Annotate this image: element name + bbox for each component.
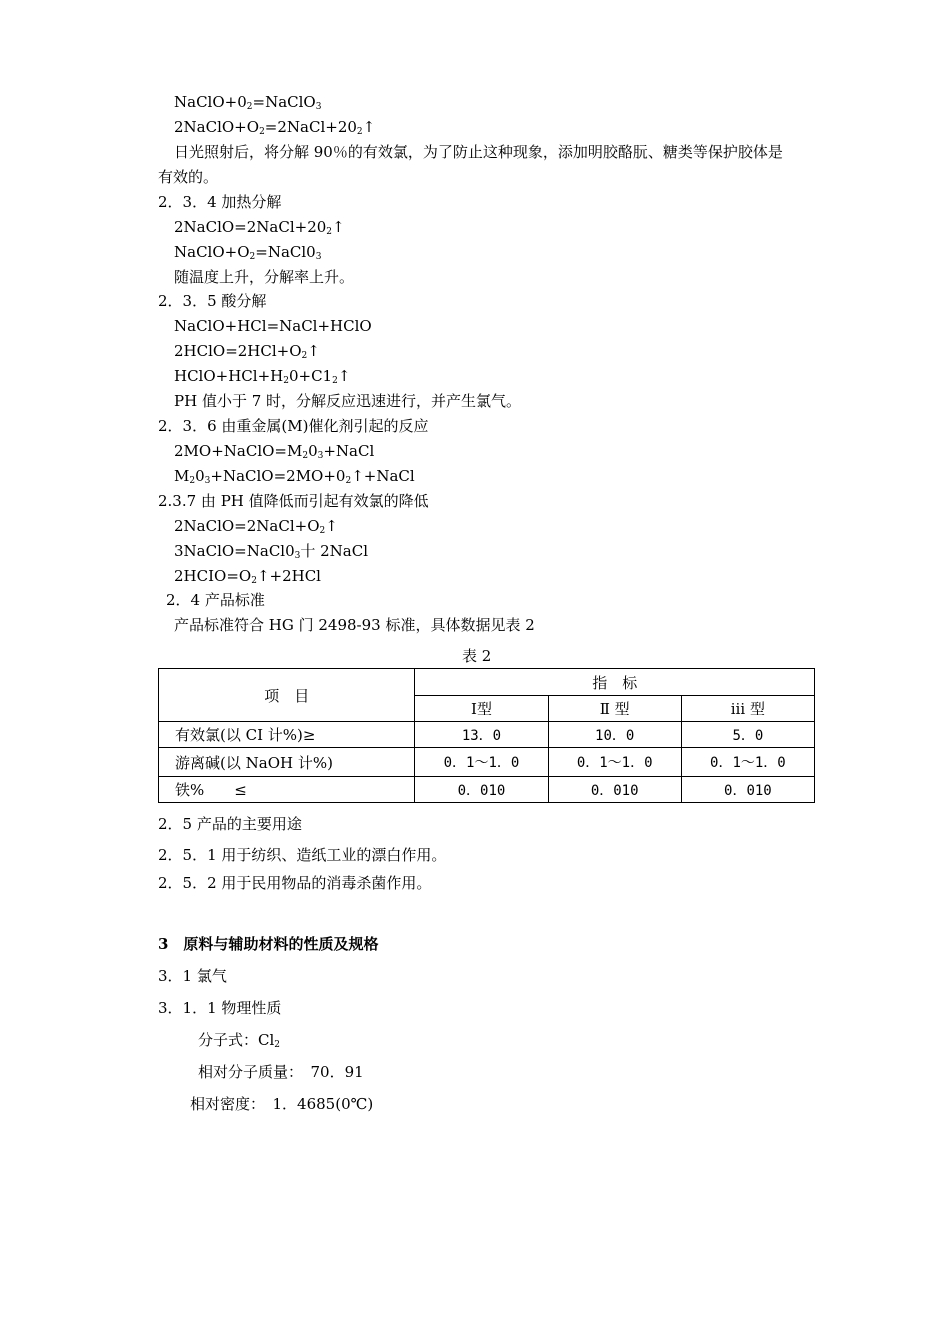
equation-10: $2NaClO=2NaCl+O_2↑$ — [174, 517, 338, 536]
paragraph-sunlight: 日光照射后，将分解 90％的有效氯，为了防止这种现象，添加明胶酪朊、糖类等保护胶体是 — [174, 143, 783, 161]
table-row — [159, 777, 815, 803]
standard-table — [158, 668, 815, 803]
heading-2-5: 2．5 产品的主要用途 — [158, 815, 302, 833]
equation-7: $HClO+HCl+H_20+C1_2↑$ — [174, 367, 351, 386]
paragraph-standard: 产品标准符合 HG 门 2498-93 标准，具体数据见表 2 — [174, 616, 535, 634]
cell-value: 0．010 — [415, 777, 548, 803]
heading-2-4: 2．4 产品标准 — [166, 591, 265, 609]
cell-value: 0．1～1．0 — [681, 748, 814, 777]
row-label: 游离碱(以 NaOH 计%) — [159, 748, 415, 777]
table-caption: 表 2 — [462, 647, 492, 665]
cell-value: 10．0 — [548, 722, 681, 748]
section-3-title: 3 原料与辅助材料的性质及规格 — [158, 935, 379, 953]
heading-2-3-7: 2.3.7 由 PH 值降低而引起有效氯的降低 — [158, 492, 429, 510]
table-row — [159, 722, 815, 748]
header-type-3: ⅲ 型 — [681, 696, 814, 722]
equation-4: $NaClO+O_2=NaCl0_3$ — [174, 243, 322, 262]
equation-12: $2HCIO=O_2↑+2HCl$ — [174, 567, 321, 586]
molecular-formula: 分子式：$Cl_2$ — [198, 1031, 281, 1050]
heading-3-1-1: 3．1．1 物理性质 — [158, 999, 282, 1017]
paragraph-temperature: 随温度上升，分解率上升。 — [174, 268, 355, 286]
relative-density: 相对密度： 1．4685(0℃) — [190, 1095, 374, 1113]
equation-11: $3NaClO=NaCl0_3$十 2NaCl — [174, 542, 369, 561]
heading-2-3-4: 2．3．4 加热分解 — [158, 193, 282, 211]
equation-1: $NaClO+0_2=NaClO_3$ — [174, 93, 322, 112]
header-type-2: Ⅱ 型 — [548, 696, 681, 722]
cell-value: 13．0 — [415, 722, 548, 748]
equation-8: $2MO+NaClO=M_20_3+NaCl$ — [174, 442, 375, 461]
cell-value: 5．0 — [681, 722, 814, 748]
paragraph-sunlight-cont: 有效的。 — [158, 168, 219, 186]
heading-2-5-1: 2．5．1 用于纺织、造纸工业的漂白作用。 — [158, 846, 447, 864]
table-row — [159, 748, 815, 777]
equation-6: $2HClO=2HCl+O_2↑$ — [174, 342, 320, 361]
header-index: 指 标 — [415, 669, 815, 696]
equation-9: $M_20_3+NaClO=2MO+0_2↑+NaCl$ — [174, 467, 415, 486]
equation-5: NaClO+HCl=NaCl+HClO — [174, 317, 372, 335]
equation-2: $2NaClO+O_2=2NaCl+20_2↑$ — [174, 118, 376, 137]
heading-2-3-5: 2．3．5 酸分解 — [158, 292, 267, 310]
cell-value: 0．1～1．0 — [548, 748, 681, 777]
molecular-mass: 相对分子质量： 70．91 — [198, 1063, 364, 1081]
header-type-1: Ⅰ型 — [415, 696, 548, 722]
row-label: 铁% ≤ — [159, 777, 415, 803]
equation-3: $2NaClO=2NaCl+20_2↑$ — [174, 218, 345, 237]
cell-value: 0．010 — [548, 777, 681, 803]
cell-value: 0．1～1．0 — [415, 748, 548, 777]
header-item: 项 目 — [159, 669, 415, 722]
heading-2-5-2: 2．5．2 用于民用物品的消毒杀菌作用。 — [158, 874, 432, 892]
cell-value: 0．010 — [681, 777, 814, 803]
paragraph-ph: PH 值小于 7 时，分解反应迅速进行，并产生氯气。 — [174, 392, 522, 410]
row-label: 有效氯(以 CI 计%)≥ — [159, 722, 415, 748]
heading-3-1: 3．1 氯气 — [158, 967, 227, 985]
heading-2-3-6: 2．3．6 由重金属(M)催化剂引起的反应 — [158, 417, 429, 435]
